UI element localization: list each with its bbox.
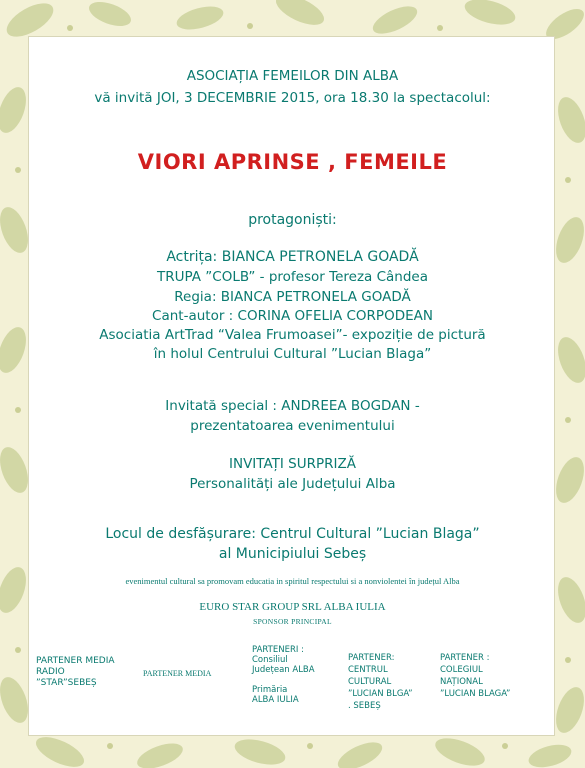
cast-line: Actrița: BIANCA PETRONELA GOADĂ <box>166 249 419 265</box>
invitation-card <box>28 36 555 736</box>
partners-council <box>252 645 315 705</box>
partner-text: ALBA IULIA <box>252 695 299 705</box>
partner-text: ”LUCIAN BLAGA” <box>440 689 511 699</box>
partner-media-2: PARTENER MEDIA <box>143 669 212 678</box>
cast-line: în holul Centrului Cultural ”Lucian Blaga” <box>153 346 432 362</box>
special-guest-line <box>0 398 585 414</box>
mission-statement: evenimentul cultural sa promovam educatia in spiritul respectului si a nonviolentei în județul Alba <box>125 576 460 586</box>
venue-line: Locul de desfășurare: Centrul Cultural ”Lucian Blaga” <box>105 526 480 542</box>
partner-text: CENTRUL <box>348 665 388 675</box>
surprise-guests-title: INVITAȚI SURPRIZĂ <box>228 456 357 472</box>
special-guest-name: : ANDREEA BOGDAN - <box>272 398 420 414</box>
invitation-line: vă invită JOI, 3 DECEMBRIE 2015, ora 18.30 la spectacolul: <box>94 90 491 106</box>
special-guest-role: prezentatoarea evenimentului <box>190 418 395 434</box>
special-guest-label: Invitată special <box>165 398 269 414</box>
partner-text: PARTENERI : <box>252 645 304 655</box>
partner-text: Consiliul <box>252 655 288 665</box>
partner-text: NAȚIONAL <box>440 677 483 687</box>
partner-media-radio <box>36 656 115 689</box>
partner-text: COLEGIUL <box>440 665 483 675</box>
sponsor-name: EURO STAR GROUP SRL ALBA IULIA <box>199 601 386 613</box>
partner-text: Județean ALBA <box>252 665 315 675</box>
partner-college <box>440 652 510 700</box>
partner-text: PARTENER MEDIA <box>36 656 115 666</box>
protagonists-label: protagoniști: <box>248 212 337 228</box>
cast-line: TRUPA ”COLB” - profesor Tereza Cândea <box>157 269 428 285</box>
sponsor-label: SPONSOR PRINCIPAL <box>253 617 332 626</box>
show-title: VIORI APRINSE , FEMEILE <box>137 150 448 174</box>
organizer-name: ASOCIAȚIA FEMEILOR DIN ALBA <box>186 68 399 84</box>
cast-line: Cant-autor : CORINA OFELIA CORPODEAN <box>152 308 433 324</box>
partner-text: ”LUCIAN BLGA” <box>348 689 413 699</box>
venue-line: al Municipiului Sebeș <box>218 546 367 562</box>
partner-text: PARTENER: <box>348 653 395 663</box>
partner-text: CULTURAL <box>348 677 392 687</box>
partner-text: RADIO <box>36 667 65 677</box>
partner-cultural-center <box>348 652 413 712</box>
partner-spacer <box>252 675 315 685</box>
partner-text: ”STAR”SEBEȘ <box>36 678 97 688</box>
cast-line: Asociatia ArtTrad “Valea Frumoasei”- expoziție de pictură <box>99 327 486 343</box>
cast-line: Regia: BIANCA PETRONELA GOADĂ <box>174 289 411 305</box>
partner-text: PARTENER : <box>440 653 490 663</box>
partner-text: . SEBEȘ <box>348 701 381 711</box>
surprise-guests-subtitle: Personalități ale Județului Alba <box>189 476 396 492</box>
partner-text: Primăria <box>252 685 288 695</box>
